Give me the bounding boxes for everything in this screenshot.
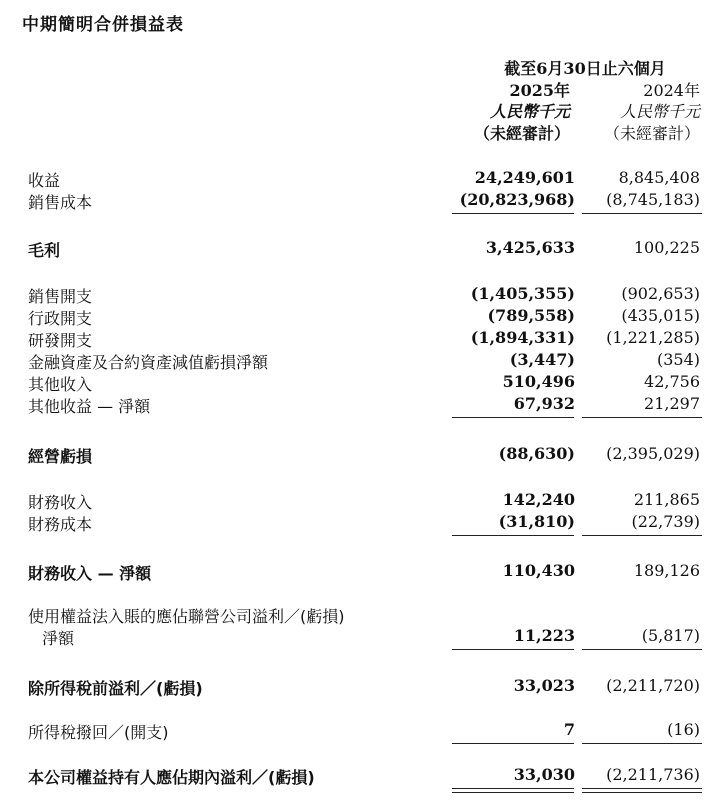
statement-title: 中期簡明合併損益表 [22,15,184,35]
period-header: 截至6月30日止六個月 [504,59,666,78]
cost-of-sales-2024: (8,745,183) [606,190,700,209]
col-2025-year: 2025年 [509,81,570,100]
finance-income-2024: 211,865 [633,490,700,509]
subtotal-rule [452,743,574,744]
admin-expenses-2025: (789,558) [487,306,575,325]
col-2024-unit: 人民幣千元 [619,102,700,121]
row-label-share-of-associates-line2: 淨額 [42,629,75,648]
revenue-2024: 8,845,408 [618,168,700,187]
admin-expenses-2024: (435,015) [621,306,700,325]
row-label-other-gains-net: 其他收益 — 淨額 [28,397,151,416]
gross-profit-2024: 100,225 [633,238,700,257]
share-of-associates-2025: 11,223 [513,626,575,645]
other-gains-net-2024: 21,297 [644,394,700,413]
row-label-rd-expenses: 研發開支 [28,331,93,350]
total-double-rule [452,788,574,793]
row-label-finance-income-net: 財務收入 — 淨額 [28,564,152,583]
row-label-impairment-losses: 金融資產及合約資產減值虧損淨額 [28,353,269,372]
other-income-2025: 510,496 [502,372,575,391]
cost-of-sales-2025: (20,823,968) [459,190,575,209]
subtotal-rule [582,417,702,418]
subtotal-rule [452,213,574,214]
col-2025-note: （未經審計） [473,124,570,143]
row-label-profit-before-tax: 除所得稅前溢利／(虧損) [28,679,203,698]
row-label-profit-attributable: 本公司權益持有人應佔期內溢利／(虧損) [28,768,315,787]
profit-before-tax-2025: 33,023 [513,676,575,695]
finance-income-net-2024: 189,126 [633,561,700,580]
rd-expenses-2024: (1,221,285) [606,328,700,347]
operating-loss-2025: (88,630) [498,444,575,463]
other-gains-net-2025: 67,932 [513,394,575,413]
gross-profit-2025: 3,425,633 [485,238,575,257]
row-label-other-income: 其他收入 [28,375,93,394]
finance-income-net-2025: 110,430 [502,561,575,580]
row-label-share-of-associates: 使用權益法入賬的應佔聯營公司溢利／(虧損) [28,607,345,626]
rd-expenses-2025: (1,894,331) [470,328,575,347]
impairment-losses-2025: (3,447) [509,350,575,369]
selling-expenses-2025: (1,405,355) [470,284,575,303]
profit-attributable-2025: 33,030 [513,765,575,784]
subtotal-rule [452,417,574,418]
row-label-finance-costs: 財務成本 [28,515,93,534]
col-2024-year: 2024年 [643,81,700,100]
operating-loss-2024: (2,395,029) [606,444,700,463]
profit-before-tax-2024: (2,211,720) [606,676,700,695]
income-tax-2024: (16) [667,720,700,739]
col-2025-unit: 人民幣千元 [489,102,570,121]
revenue-2025: 24,249,601 [474,168,575,187]
row-label-admin-expenses: 行政開支 [28,309,93,328]
row-label-income-tax: 所得稅撥回／(開支) [28,723,169,742]
row-label-revenue: 收益 [28,171,61,190]
selling-expenses-2024: (902,653) [621,284,700,303]
impairment-losses-2024: (354) [656,350,700,369]
other-income-2024: 42,756 [644,372,700,391]
row-label-finance-income: 財務收入 [28,493,93,512]
income-tax-2025: 7 [563,720,575,739]
row-label-selling-expenses: 銷售開支 [28,287,93,306]
row-label-operating-loss: 經營虧損 [28,447,93,466]
subtotal-rule [582,649,702,650]
finance-costs-2025: (31,810) [498,512,575,531]
profit-attributable-2024: (2,211,736) [606,765,700,784]
subtotal-rule [582,213,702,214]
subtotal-rule [452,649,574,650]
subtotal-rule [582,743,702,744]
col-2024-note: （未經審計） [603,124,700,143]
share-of-associates-2024: (5,817) [641,626,700,645]
finance-income-2025: 142,240 [502,490,575,509]
subtotal-rule [582,535,702,536]
subtotal-rule [452,535,574,536]
row-label-gross-profit: 毛利 [28,241,61,260]
row-label-cost-of-sales: 銷售成本 [28,193,93,212]
total-double-rule [582,788,702,793]
finance-costs-2024: (22,739) [631,512,700,531]
